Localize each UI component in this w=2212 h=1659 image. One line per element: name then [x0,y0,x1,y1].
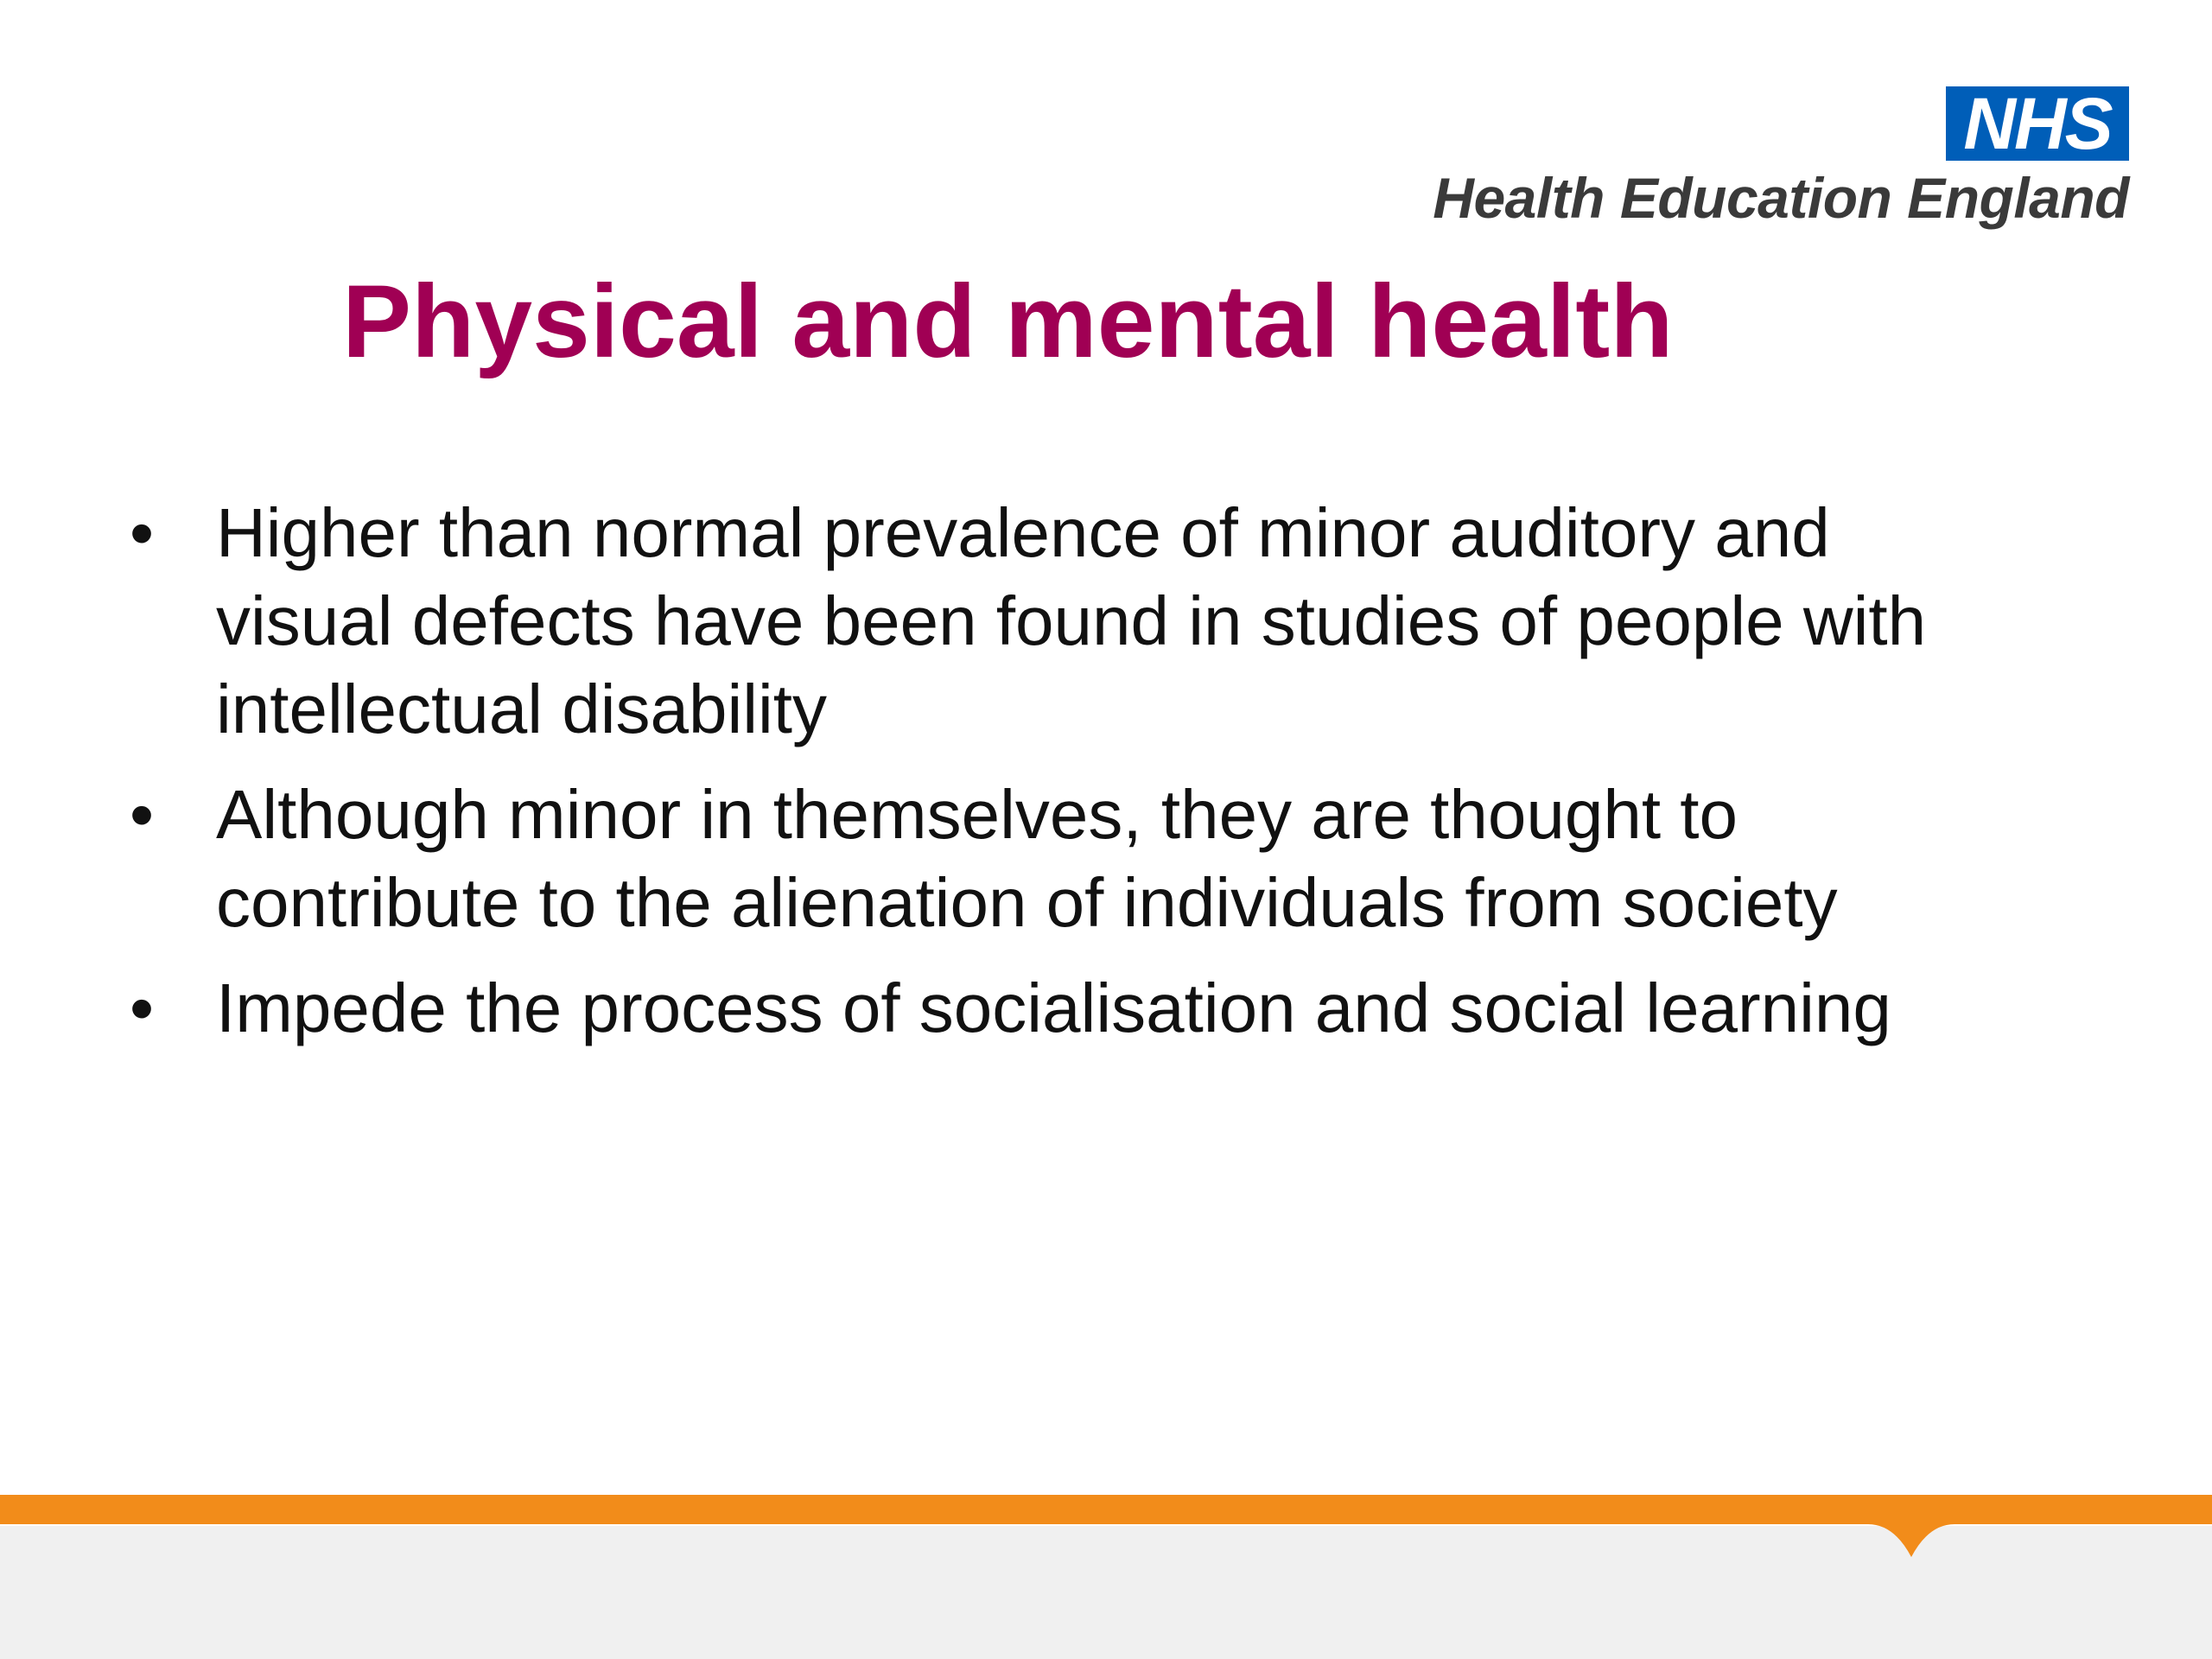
bullet-item [130,964,1987,1052]
nhs-hee-logo [1351,83,2129,242]
bullet-text: Higher than normal prevalence of minor auditory and visual defects have been found in studies of people with intellectual disability [216,494,1927,747]
bullet-dot-icon: • [130,494,155,571]
footer-grey-panel [0,1526,2212,1659]
bullet-list [130,489,1987,1070]
nhs-logo-text: NHS [1963,83,2112,164]
bullet-text: Although minor in themselves, they are thought to contribute to the alienation of individuals from society [216,776,1838,941]
nhs-logo-box [1946,83,2129,164]
slide-title: Physical and mental health [342,264,1674,379]
bullet-dot-icon: • [130,969,155,1046]
bullet-dot-icon: • [130,776,155,853]
bullet-item [130,489,1987,753]
organisation-name: Health Education England [1433,166,2129,230]
footer-band [0,1495,2212,1659]
bullet-item [130,771,1987,947]
bullet-text: Impede the process of socialisation and social learning [216,969,1891,1046]
footer-graphic [0,1495,2212,1659]
